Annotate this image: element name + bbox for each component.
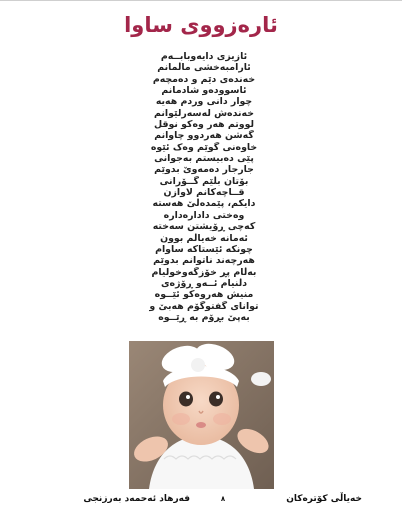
poem-line: توانای گفتوگۆم هەبێ و	[149, 300, 259, 312]
poem-line: وەختی دادارەدارە	[163, 209, 245, 221]
poem-line: منیش هەروەکو ئێــوە	[154, 289, 254, 301]
footer-author: فەرهاد ئەحمەد بەرزنجی	[83, 494, 190, 504]
poem-line: خاوەنی گوێم وەک ئێوە	[150, 141, 258, 153]
poem-line: ئارامبەخشی ماڵمانم	[157, 62, 251, 74]
poem-line: بەڵام پڕ خۆزگەوخولیام	[151, 266, 257, 278]
poem-line: جارجار دەمەوێ بدوێم	[154, 164, 254, 176]
footer-book-title: خەیاڵی کۆترەکان	[286, 494, 362, 504]
right-cheek	[213, 413, 231, 425]
headband-bow-center	[191, 358, 205, 372]
poem-line: بەپێ بڕۆم بە ڕێــوە	[158, 311, 250, 323]
poem-line: دڵنیام ئــەو ڕۆژەی	[160, 277, 248, 289]
baby-photo	[129, 341, 274, 489]
left-eye	[179, 392, 193, 407]
poem-line: ئاسوودەو شادمانم	[161, 85, 247, 97]
poem-line: ئازیزی دایەوبابــەم	[160, 51, 248, 62]
poem-line: چونکە ئێستاکە ساوام	[155, 243, 253, 255]
baby-foot	[251, 372, 271, 386]
poem-line: کەچی ڕۆیشتن سەختە	[152, 221, 256, 233]
poem-line: هەرچەند ناتوانم بدوێم	[153, 255, 255, 267]
poem-line: خەندەی دێم و دەمچەم	[152, 73, 256, 85]
poem-line: گەشن هەردوو چاوانم	[154, 130, 254, 142]
left-cheek	[172, 413, 190, 425]
poem-line: خەندەش لەسەرلێوانم	[154, 107, 254, 119]
page-number: ٨	[220, 495, 226, 503]
poem-line: لووتم هەر وەکو نوقل	[153, 119, 255, 131]
poem-line: دایکم، پێمدەڵێ هەستە	[152, 198, 256, 210]
right-eye	[209, 392, 223, 407]
poem-title: ئارەزووی ساوا	[124, 13, 278, 37]
poem-line: ئەمانە خەیاڵم بوون	[160, 232, 248, 244]
poem-line: پێی دەبیستم بەجوانی	[154, 153, 254, 165]
poem-line: قــاچەکانم لاوازن	[163, 187, 245, 199]
mouth	[196, 422, 206, 428]
poem-line: چوار دانی وردم هەیە	[155, 96, 253, 108]
poem-stanza	[140, 51, 268, 323]
poem-line: بۆتان بڵێم گــۆرانی	[159, 175, 249, 187]
